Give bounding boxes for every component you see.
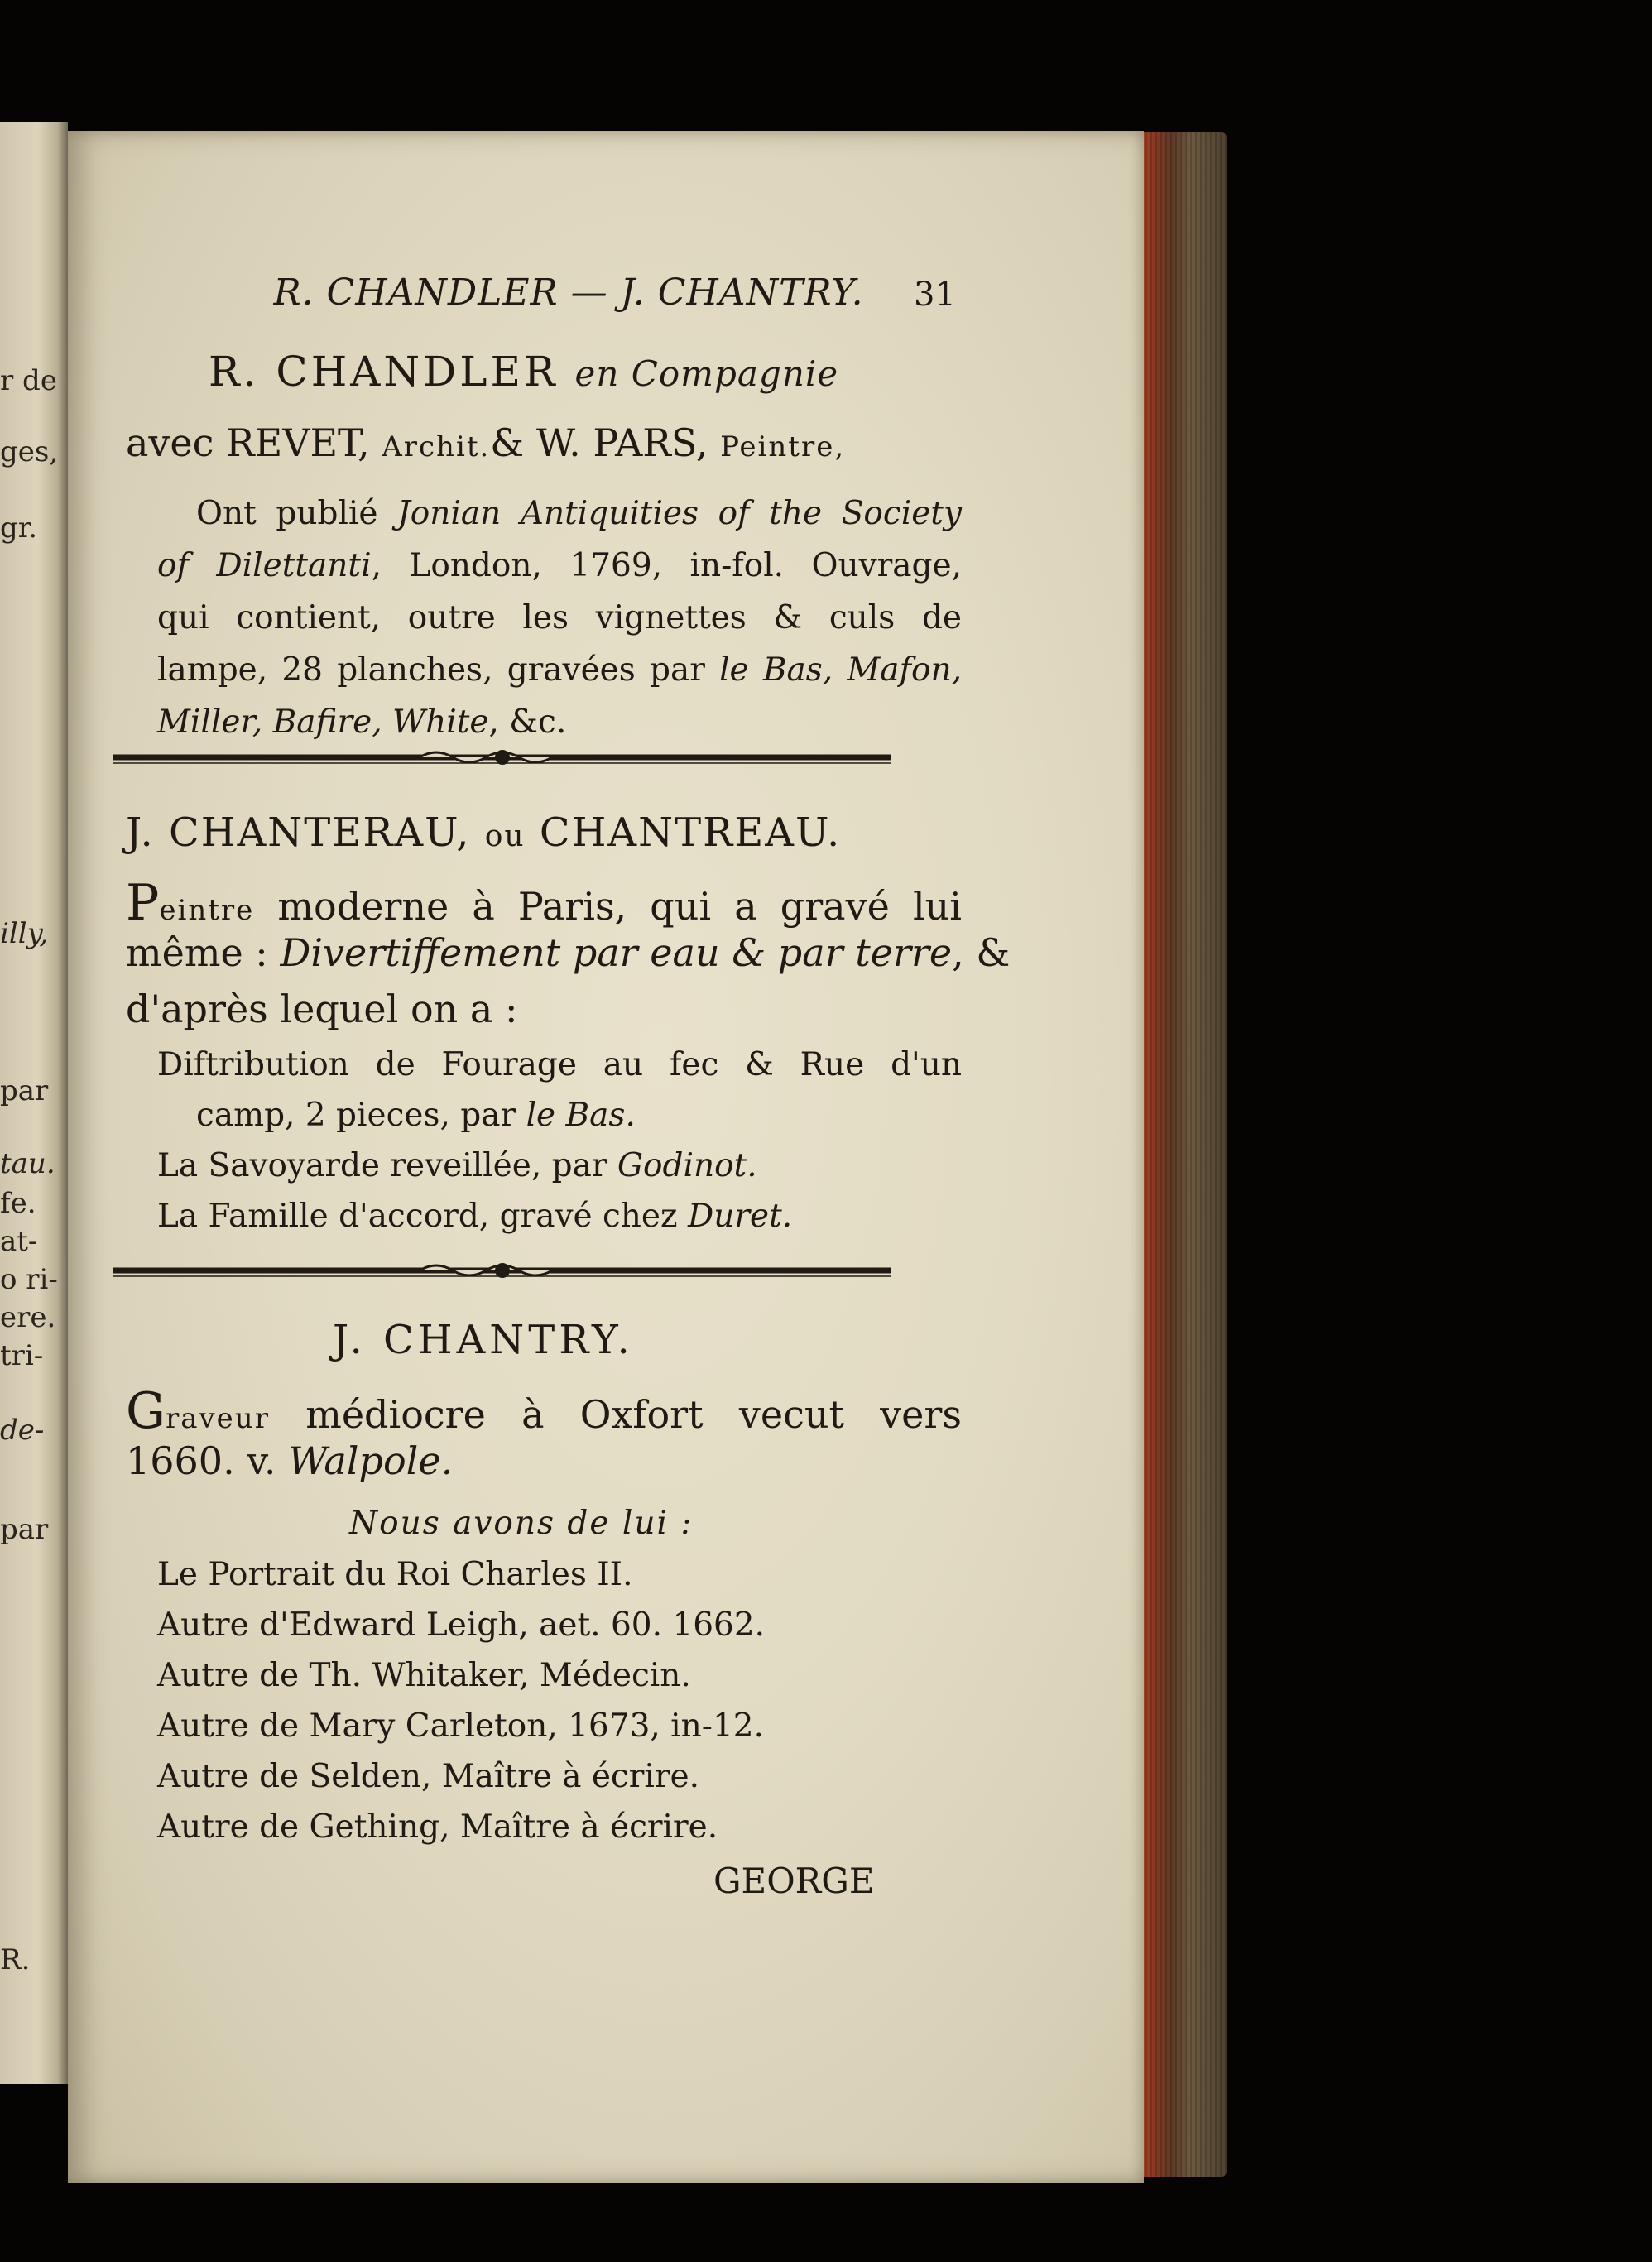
prev-fragment: illy, — [0, 917, 49, 950]
entry2-work — [157, 1198, 792, 1235]
entry2-heading-part: J. CHANTERAU, — [126, 809, 471, 856]
entry3-work: Autre d'Edward Leigh, aet. 60. 1662. — [157, 1606, 766, 1644]
entry2-heading-part: CHANTREAU. — [539, 809, 842, 856]
entry2-heading — [126, 809, 962, 856]
prev-fragment: tri- — [0, 1339, 44, 1372]
previous-page-edge — [0, 122, 68, 2084]
text-run: camp, 2 pieces, par — [196, 1097, 526, 1134]
text-run: Walpole. — [288, 1438, 454, 1483]
small-caps-word: eintre — [159, 894, 255, 927]
entry2-intro-line — [126, 987, 517, 1031]
entry3-work: Autre de Mary Carleton, 1673, in-12. — [157, 1707, 764, 1745]
entry3-work: Autre de Th. Whitaker, Médecin. — [157, 1657, 691, 1694]
text-run: d'après lequel on a : — [126, 987, 518, 1031]
text-run: , &c. — [488, 704, 567, 741]
prev-fragment: r de — [0, 364, 57, 397]
entry2-intro-line — [126, 930, 1011, 975]
text-run: qui contient, outre les vignettes & culs de — [157, 599, 962, 636]
entry1-line — [157, 651, 962, 689]
entry2-heading-part: ou — [484, 819, 526, 853]
text-run: Jonian Antiquities of the Society — [397, 495, 963, 532]
text-run: La Savoyarde reveillée, par — [157, 1147, 617, 1184]
prev-fragment: fe. — [0, 1187, 36, 1220]
entry1-heading-line1 — [209, 348, 838, 396]
entry3-work: Le Portrait du Roi Charles II. — [157, 1556, 633, 1593]
running-head: R. CHANDLER — J. CHANTRY. — [273, 271, 864, 314]
prev-fragment: gr. — [0, 511, 38, 545]
entry3-subheading: Nous avons de lui : — [349, 1505, 694, 1542]
catchword: GEORGE — [713, 1861, 875, 1901]
prev-fragment: tau. — [0, 1147, 55, 1180]
entry3-heading: J. CHANTRY. — [333, 1317, 634, 1363]
text-run: of Dilettanti — [157, 547, 372, 584]
prev-fragment: ere. — [0, 1301, 56, 1334]
entry1-heading-part: Archit. — [382, 430, 491, 463]
text-run: même : — [126, 930, 281, 975]
entry1-line — [196, 495, 962, 532]
text-run: 1660. v. — [126, 1438, 289, 1483]
ornament-divider — [113, 1258, 891, 1283]
text-run: lampe, 28 planches, gravées par — [157, 651, 720, 689]
prev-fragment: o ri- — [0, 1263, 58, 1296]
prev-fragment: par — [0, 1513, 49, 1546]
text-run: médiocre à Oxfort vecut vers — [269, 1392, 962, 1437]
text-run: le Bas. — [526, 1097, 636, 1134]
small-caps-word: raveur — [165, 1402, 270, 1435]
entry3-work: Autre de Gething, Maître à écrire. — [157, 1808, 718, 1846]
entry1-heading-rest: en Compagnie — [574, 353, 839, 394]
ornament-divider — [113, 745, 891, 770]
prev-fragment: par — [0, 1074, 49, 1107]
entry3-intro-line — [126, 1438, 453, 1483]
entry3-intro-line — [126, 1382, 962, 1440]
text-run: La Famille d'accord, gravé chez — [157, 1198, 688, 1235]
entry1-line — [157, 599, 962, 636]
entry2-work — [157, 1046, 962, 1083]
prev-fragment: ges, — [0, 435, 59, 468]
entry3-work: Autre de Selden, Maître à écrire. — [157, 1758, 700, 1795]
book-edge — [1136, 132, 1227, 2177]
book-page — [68, 131, 1144, 2183]
text-run: moderne à Paris, qui a gravé lui — [254, 884, 962, 929]
text-run: Ont publié — [196, 495, 398, 532]
prev-fragment: R. — [0, 1943, 31, 1976]
drop-cap: G — [126, 1382, 166, 1440]
text-run: Duret. — [687, 1198, 793, 1235]
page-number: 31 — [914, 276, 956, 314]
entry1-line — [157, 547, 962, 584]
text-run: le Bas, Mafon, — [719, 651, 962, 689]
prev-fragment: at- — [0, 1225, 38, 1258]
entry1-name: R. CHANDLER — [209, 348, 559, 396]
entry2-work — [196, 1097, 636, 1134]
entry1-heading-line2 — [126, 420, 962, 465]
entry1-heading-part: & W. PARS, — [490, 420, 721, 465]
entry1-heading-part: avec REVET, — [126, 420, 382, 465]
text-run: Godinot. — [617, 1147, 757, 1184]
text-run: , & — [952, 930, 1011, 975]
text-run: Miller, Bafire, White — [157, 704, 489, 741]
text-run: , London, 1769, in-fol. Ouvrage, — [371, 547, 963, 584]
entry1-line — [157, 704, 566, 741]
entry2-intro-line — [126, 874, 962, 932]
entry2-work — [157, 1147, 757, 1184]
text-run: Diftribution de Fourage au fec & Rue d'un — [157, 1046, 962, 1083]
text-run: Divertiffement par eau & par terre — [280, 930, 953, 975]
entry1-heading-part: Peintre, — [720, 430, 846, 463]
prev-fragment: de- — [0, 1414, 45, 1447]
drop-cap: P — [126, 874, 160, 932]
